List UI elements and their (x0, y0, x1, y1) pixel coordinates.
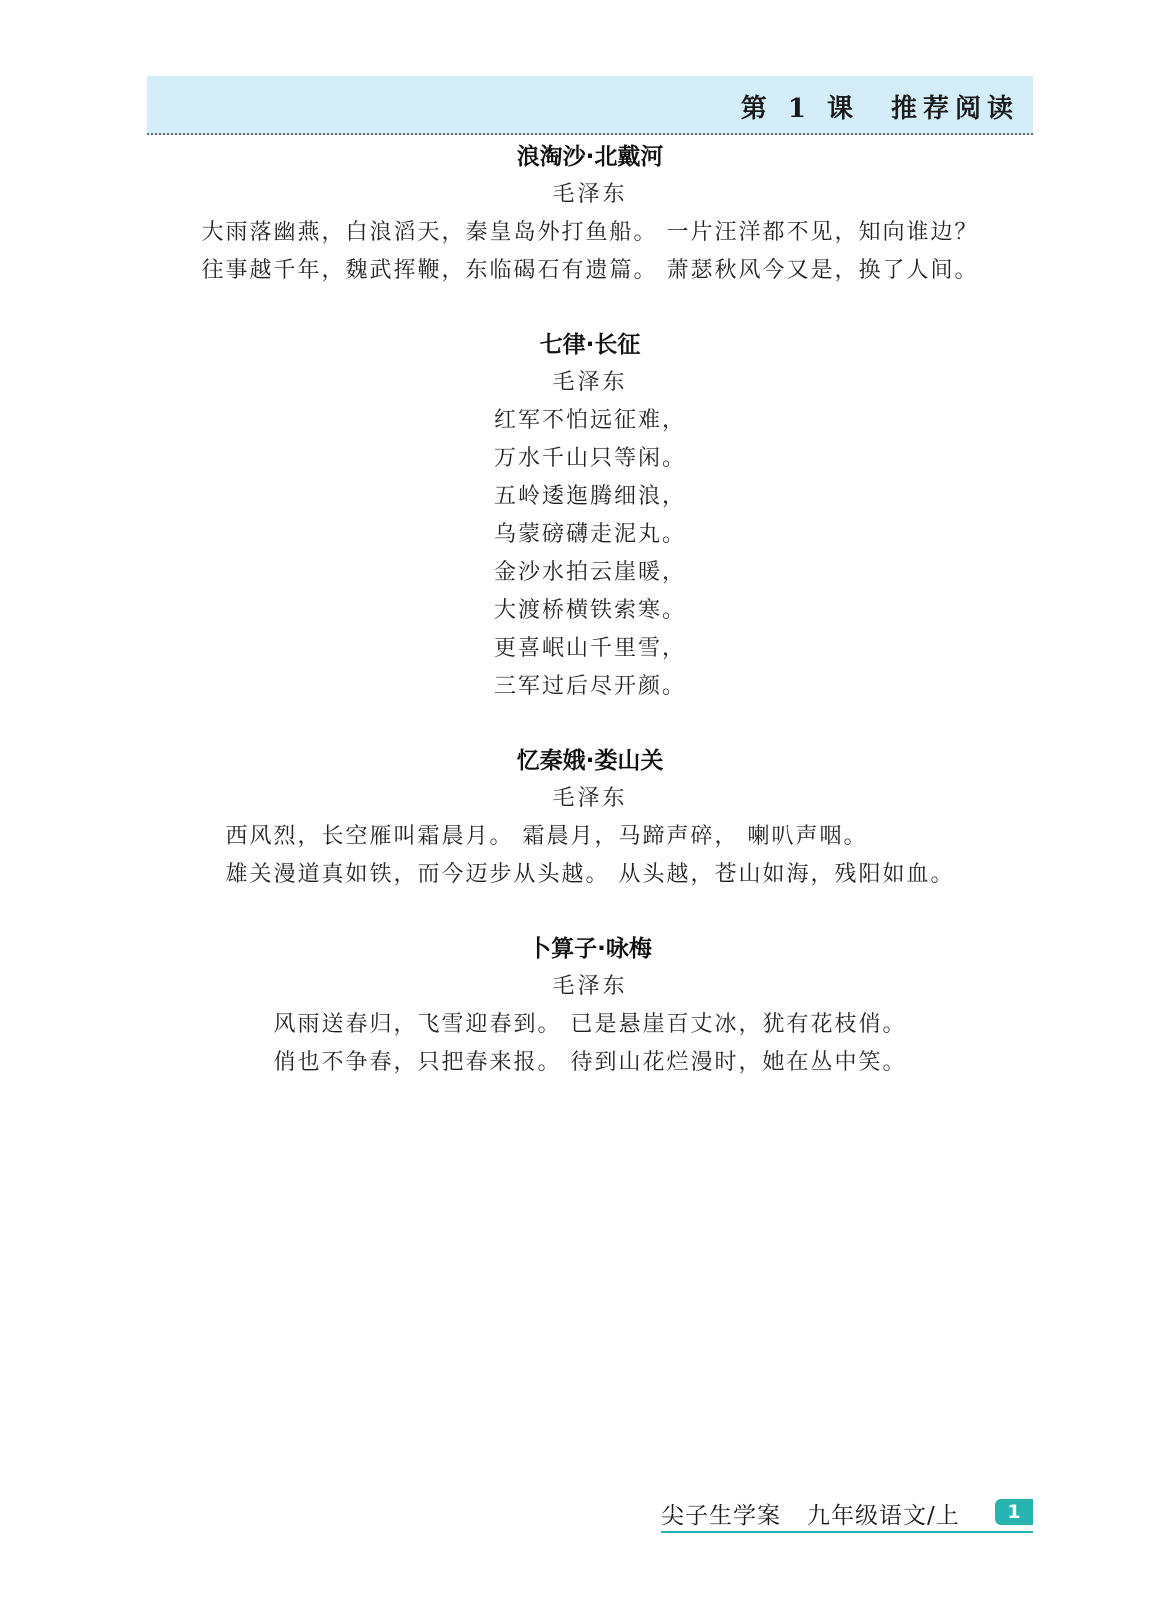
poem-body (226, 818, 955, 894)
poem-author: 毛泽东 (552, 182, 628, 207)
poem-line: 风雨送春归，飞雪迎春到。 已是悬崖百丈冰，犹有花枝俏。 (273, 1012, 907, 1037)
poem-line: 西风烈，长空雁叫霜晨月。 霜晨月，马蹄声碎， 喇叭声咽。 (225, 824, 868, 849)
poem-author: 毛泽东 (552, 786, 628, 811)
poem-author: 毛泽东 (552, 370, 628, 395)
poem-body (202, 214, 979, 290)
poem-line: 大渡桥横铁索寒。 (493, 598, 686, 623)
poem-line: 万水千山只等闲。 (493, 446, 686, 471)
poem-title: 浪淘沙·北戴河 (516, 144, 664, 170)
lesson-title: 第 1 课 推荐阅读 (740, 94, 1019, 124)
poem-title: 七律·长征 (539, 332, 641, 358)
poem-line: 雄关漫道真如铁，而今迈步从头越。 从头越，苍山如海，残阳如血。 (225, 862, 955, 887)
poem-title: 忆秦娥·娄山关 (516, 748, 664, 774)
poem-langtaosha (147, 138, 1033, 290)
poem-line: 三军过后尽开颜。 (493, 674, 686, 699)
poem-title: 卜算子·咏梅 (528, 936, 652, 962)
section-gap (147, 706, 1033, 742)
book-title: 尖子生学案 (661, 1503, 781, 1529)
poem-line: 乌蒙磅礴走泥丸。 (493, 522, 686, 547)
grade-label: 九年级语文/上 (807, 1503, 960, 1529)
poem-line: 金沙水拍云崖暖， (493, 560, 686, 585)
poem-body (274, 1006, 907, 1082)
page-content (147, 138, 1033, 1082)
page-footer (661, 1495, 1033, 1533)
poem-body (494, 402, 686, 706)
footer-text (661, 1497, 960, 1530)
section-gap (147, 894, 1033, 930)
page-header (147, 76, 1033, 135)
poem-yiqine (147, 742, 1033, 894)
poem-line: 往事越千年，魏武挥鞭，东临碣石有遗篇。 萧瑟秋风今又是，换了人间。 (201, 258, 979, 283)
page-number-badge: 1 (995, 1499, 1033, 1525)
poem-author: 毛泽东 (552, 974, 628, 999)
poem-busuanzi (147, 930, 1033, 1082)
poem-line: 红军不怕远征难， (493, 408, 686, 433)
poem-line: 更喜岷山千里雪， (493, 636, 686, 661)
poem-line: 五岭逶迤腾细浪， (493, 484, 686, 509)
poem-line: 俏也不争春，只把春来报。 待到山花烂漫时，她在丛中笑。 (273, 1050, 907, 1075)
poem-line: 大雨落幽燕，白浪滔天，秦皇岛外打鱼船。 一片汪洋都不见，知向谁边？ (201, 220, 979, 245)
poem-changzheng (147, 326, 1033, 706)
section-gap (147, 290, 1033, 326)
